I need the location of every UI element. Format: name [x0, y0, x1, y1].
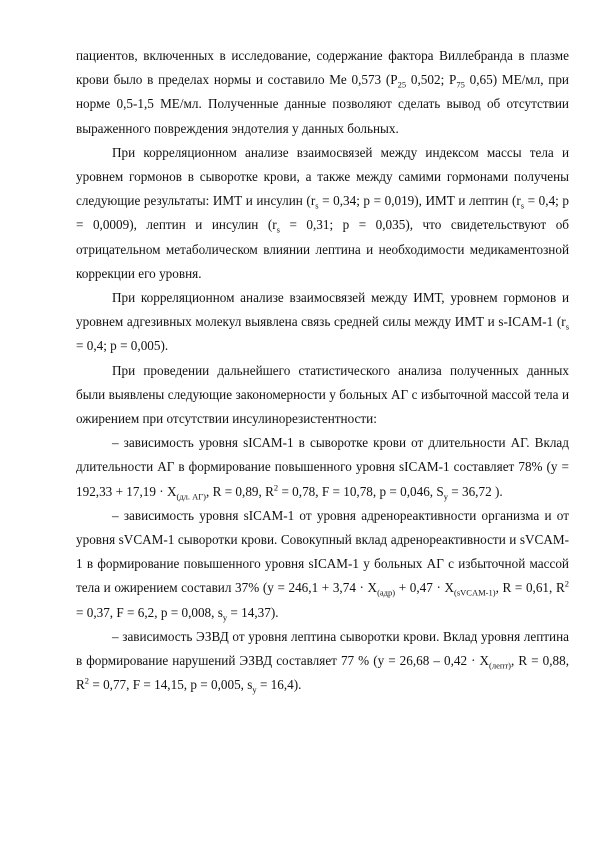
- document-body: [76, 44, 569, 697]
- text-run: 0,65) МЕ/мл, при норме 0,5-1,5 МЕ/мл. Полученные данные позволяют сделать вывод об отсутствии выраженного повреждения эндотелия у данных больных.: [76, 72, 569, 136]
- text-run: При корреляционном анализе взаимосвязей между индексом массы тела и уровнем гормонов в сыворотке крови, а также между самими гормонами получены следующие результаты: ИМТ и инсулин (r: [76, 144, 569, 209]
- subscript: (адр): [377, 588, 396, 599]
- subscript: y: [443, 491, 448, 502]
- subscript: (sVCAM-1): [454, 588, 496, 599]
- subscript: s: [315, 200, 319, 211]
- paragraph-5: [76, 431, 569, 504]
- subscript: (дл. АГ): [176, 491, 207, 502]
- text-run: = 0,4; р = 0,005).: [76, 338, 169, 354]
- text-run: = 0,4; р = 0,0009), лептин и инсулин (r: [76, 193, 569, 233]
- text-run: При проведении дальнейшего статистического анализа полученных данных были выявлены следующие закономерности у больных АГ с избыточной массой тела и ожирением при отсутствии инсулинорезистентности:: [76, 362, 569, 427]
- text-run: 0,502; Р: [406, 72, 457, 88]
- paragraph-4: [76, 359, 569, 432]
- text-run: – зависимость уровня sICAM-1 от уровня адренореактивности организма и от уровня sVCAM-1 сыворотки крови. Совокупный вклад адренореактивности и sVCAM-1 в формирование повышенного уровня sICAM-1 у больных АГ с избыточной массой тела и ожирением составил 37% (у = 246,1 + 3,74 · Х: [76, 507, 569, 596]
- paragraph-2: [76, 141, 569, 286]
- text-run: = 16,4).: [256, 677, 302, 693]
- paragraph-1: [76, 44, 569, 141]
- text-run: , R = 0,88, R: [76, 653, 569, 693]
- text-run: пациентов, включенных в исследование, содержание фактора Виллебранда в плазме крови было в пределах нормы и составило Ме 0,573 (Р: [76, 48, 569, 88]
- text-run: – зависимость уровня sICAM-1 в сыворотке крови от длительности АГ. Вклад длительности АГ в формирование повышенного уровня sICAM-1 составляет 78% (у = 192,33 + 17,19 · Х: [76, 435, 569, 499]
- paragraph-6: [76, 504, 569, 625]
- text-run: При корреляционном анализе взаимосвязей между ИМТ, уровнем гормонов и уровнем адгезивных молекул выявлена связь средней силы между ИМТ и s-ICAM-1 (r: [76, 290, 569, 330]
- text-run: = 0,34; р = 0,019), ИМТ и лептин (r: [318, 193, 521, 209]
- subscript: s: [565, 321, 569, 332]
- text-run: + 0,47 · Х: [395, 580, 454, 596]
- text-run: = 36,72 ).: [447, 483, 503, 499]
- text-run: = 0,77, F = 14,15, р = 0,005, s: [89, 677, 253, 693]
- text-run: , R = 0,89, R: [206, 483, 274, 499]
- subscript: s: [520, 200, 525, 211]
- superscript: 2: [273, 482, 279, 493]
- text-run: = 0,37, F = 6,2, р = 0,008, s: [76, 604, 223, 620]
- text-run: = 14,37).: [227, 604, 279, 620]
- paragraph-7: [76, 625, 569, 698]
- superscript: 2: [84, 675, 90, 686]
- subscript: y: [222, 612, 228, 623]
- text-run: = 0,31; р = 0,035), что свидетельствуют об отрицательном метаболическом влиянии лептина и необходимости медикаментозной коррекции его уровня.: [76, 217, 569, 281]
- subscript: 75: [456, 79, 465, 90]
- subscript: s: [276, 225, 280, 236]
- text-run: , R = 0,61, R: [495, 580, 565, 596]
- subscript: y: [252, 684, 257, 695]
- text-run: – зависимость ЭЗВД от уровня лептина сыворотки крови. Вклад уровня лептина в формирование нарушений ЭЗВД составляет 77 % (у = 26,68 – 0,42 · Х: [76, 628, 569, 669]
- subscript: 25: [397, 79, 407, 90]
- subscript: (лепт): [489, 660, 511, 671]
- superscript: 2: [564, 579, 569, 590]
- paragraph-3: [76, 286, 569, 359]
- text-run: = 0,78, F = 10,78, р = 0,046, S: [278, 483, 444, 499]
